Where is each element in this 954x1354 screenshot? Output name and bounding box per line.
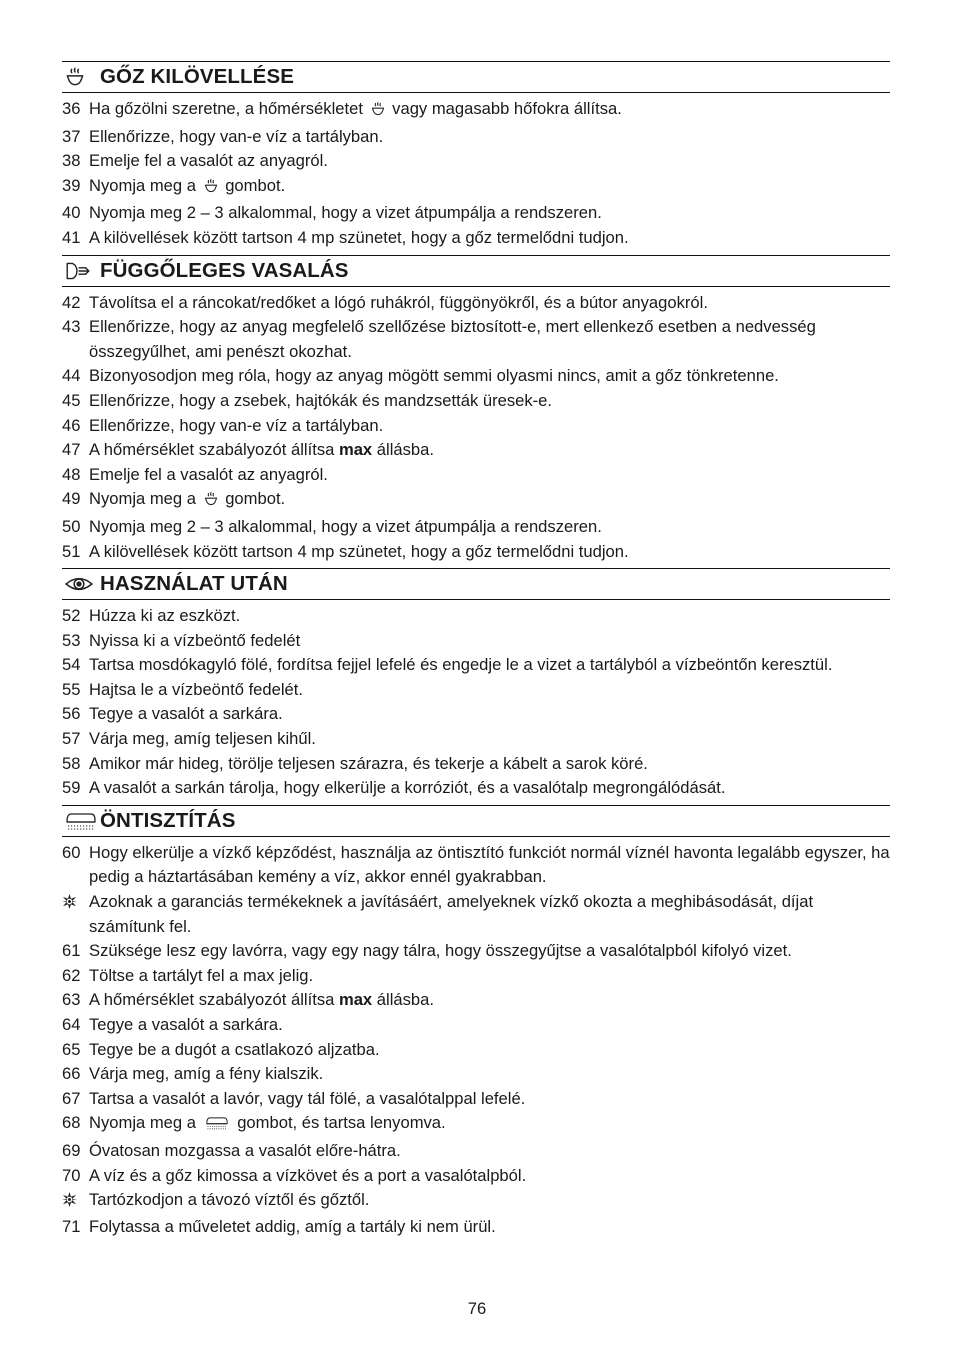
instruction-list <box>62 287 890 565</box>
list-item <box>62 540 890 565</box>
item-number: 40 <box>62 203 81 223</box>
list-item <box>62 727 890 752</box>
list-item <box>62 604 890 629</box>
section-header <box>62 805 890 837</box>
item-text-pre: Nyomja meg a <box>89 489 201 509</box>
item-number: 42 <box>62 292 81 312</box>
item-text-post: gombot. <box>220 175 286 195</box>
item-number: 46 <box>62 415 81 435</box>
item-text-pre: A hőmérséklet szabályozót állítsa <box>89 440 339 460</box>
self-clean-icon <box>62 810 100 832</box>
list-item <box>62 174 890 202</box>
item-text: Nyomja meg 2 – 3 alkalommal, hogy a vizet átpumpálja a rendszeren. <box>89 516 602 536</box>
list-item <box>62 752 890 777</box>
steam-burst-icon <box>203 177 219 202</box>
item-number: 66 <box>62 1064 81 1084</box>
item-number: 38 <box>62 151 81 171</box>
item-text: Távolítsa el a ráncokat/redőket a lógó ruhákról, függönyökről, és a bútor anyagokról. <box>89 292 708 312</box>
item-text: Folytassa a műveletet addig, amíg a tartály ki nem ürül. <box>89 1216 496 1236</box>
steam-burst-icon <box>203 490 219 515</box>
item-number: 62 <box>62 965 81 985</box>
item-text: Nyomja meg 2 – 3 alkalommal, hogy a vizet átpumpálja a rendszeren. <box>89 203 602 223</box>
item-text: Emelje fel a vasalót az anyagról. <box>89 464 328 484</box>
item-number: 58 <box>62 753 81 773</box>
item-bold-text: max <box>338 440 373 460</box>
item-text: Tartsa mosdókagyló fölé, fordítsa fejjel lefelé és engedje le a vizet a tartályból a vízbeöntőn keresztül. <box>89 655 833 675</box>
instruction-list <box>62 837 890 1240</box>
item-text: Hogy elkerülje a vízkő képződést, használja az öntisztító funkciót normál víznél havonta legalább egyszer, ha pedig a háztartásában kemény a víz, akkor ennél gyakrabban. <box>89 842 890 887</box>
list-item <box>62 1139 890 1164</box>
item-number: 48 <box>62 464 81 484</box>
item-number: 70 <box>62 1165 81 1185</box>
item-text: Ellenőrizze, hogy van-e víz a tartályban. <box>89 126 384 146</box>
item-text: Bizonyosodjon meg róla, hogy az anyag mögött semmi olyasmi nincs, amit a gőz tönkretenne. <box>89 366 779 386</box>
item-text-post: állásba. <box>372 440 434 460</box>
page-content <box>62 61 890 1239</box>
self-clean-icon <box>203 1114 231 1139</box>
list-item <box>62 201 890 226</box>
item-number: 51 <box>62 541 81 561</box>
item-text-pre: Nyomja meg a <box>89 175 201 195</box>
list-item <box>62 988 890 1013</box>
item-number: 41 <box>62 227 81 247</box>
item-number: 55 <box>62 679 81 699</box>
item-text-post: gombot. <box>220 489 286 509</box>
item-number: 63 <box>62 990 81 1010</box>
list-item <box>62 1038 890 1063</box>
item-number: 45 <box>62 390 81 410</box>
list-item <box>62 438 890 463</box>
item-number: 54 <box>62 655 81 675</box>
list-item <box>62 890 890 939</box>
item-number: 37 <box>62 126 81 146</box>
item-text: Nyissa ki a vízbeöntő fedelét <box>89 630 301 650</box>
steam-burst-icon <box>370 100 386 125</box>
instruction-list <box>62 93 890 251</box>
steam-burst-icon <box>62 66 100 88</box>
list-item <box>62 702 890 727</box>
section-title: HASZNÁLAT UTÁN <box>100 572 288 596</box>
item-number: 44 <box>62 366 81 386</box>
item-number: 65 <box>62 1039 81 1059</box>
item-text-post: vagy magasabb hőfokra állítsa. <box>387 99 622 118</box>
list-item <box>62 125 890 150</box>
item-text-post: állásba. <box>372 990 434 1010</box>
list-item <box>62 364 890 389</box>
item-text-post: gombot, és tartsa lenyomva. <box>232 1113 446 1133</box>
eye-icon <box>62 573 100 595</box>
item-text <box>89 97 890 125</box>
item-text: Tegye a vasalót a sarkára. <box>89 704 283 724</box>
item-number: 67 <box>62 1088 81 1108</box>
item-number: 59 <box>62 778 81 798</box>
item-text: Tegye a vasalót a sarkára. <box>89 1015 283 1034</box>
list-item <box>62 1111 890 1139</box>
item-text: Várja meg, amíg a fény kialszik. <box>89 1064 324 1084</box>
item-number: 52 <box>62 606 81 626</box>
list-item <box>62 515 890 540</box>
list-item <box>62 1215 890 1240</box>
item-number: 71 <box>62 1216 81 1236</box>
item-number: 49 <box>62 489 81 509</box>
list-item <box>62 1164 890 1189</box>
item-number: 36 <box>62 99 81 118</box>
item-text: A kilövellések között tartson 4 mp szünetet, hogy a gőz termelődni tudjon. <box>89 227 629 247</box>
item-text: Tartózkodjon a távozó víztől és gőztől. <box>89 1190 370 1210</box>
list-item <box>62 149 890 174</box>
section-header <box>62 255 890 287</box>
item-text-pre: Ha gőzölni szeretne, a hőmérsékletet <box>89 99 368 118</box>
list-item <box>62 939 890 964</box>
list-item <box>62 97 890 125</box>
item-text: A vasalót a sarkán tárolja, hogy elkerülje a korróziót, és a vasalótalp megrongálódását. <box>89 778 726 798</box>
item-number: 56 <box>62 704 81 724</box>
warning-icon <box>62 890 89 939</box>
item-number: 61 <box>62 941 81 961</box>
instruction-list <box>62 600 890 801</box>
item-text <box>89 438 890 463</box>
page-number: 76 <box>467 1299 487 1318</box>
list-item <box>62 1013 890 1038</box>
item-number: 69 <box>62 1140 81 1160</box>
list-item <box>62 463 890 488</box>
item-bold-text: max <box>338 990 373 1010</box>
list-item <box>62 1188 890 1215</box>
list-item <box>62 841 890 890</box>
list-item <box>62 487 890 515</box>
item-number: 47 <box>62 440 81 460</box>
item-number: 53 <box>62 630 81 650</box>
list-item <box>62 1062 890 1087</box>
item-number: 64 <box>62 1015 81 1034</box>
warning-icon <box>62 1188 89 1215</box>
list-item <box>62 678 890 703</box>
item-text <box>89 988 890 1013</box>
item-text: Emelje fel a vasalót az anyagról. <box>89 151 328 171</box>
section-header <box>62 61 890 93</box>
item-text: Tegye be a dugót a csatlakozó aljzatba. <box>89 1039 380 1059</box>
item-text: A víz és a gőz kimossa a vízkövet és a port a vasalótalpból. <box>89 1165 527 1185</box>
item-text: Húzza ki az eszközt. <box>89 606 241 626</box>
item-text: Töltse a tartályt fel a max jelig. <box>89 965 314 985</box>
item-text: Hajtsa le a vízbeöntő fedelét. <box>89 679 304 699</box>
item-text-pre: A hőmérséklet szabályozót állítsa <box>89 990 339 1010</box>
item-text <box>89 487 890 515</box>
section-title: FÜGGŐLEGES VASALÁS <box>100 258 349 282</box>
item-number: 43 <box>62 317 81 337</box>
item-text-pre: Nyomja meg a <box>89 1113 201 1133</box>
item-number: 57 <box>62 729 81 749</box>
item-text: Szüksége lesz egy lavórra, vagy egy nagy tálra, hogy összegyűjtse a vasalótalpból kifolyó vizet. <box>89 941 792 961</box>
item-number: 39 <box>62 175 81 195</box>
item-text: Ellenőrizze, hogy a zsebek, hajtókák és mandzsetták üresek-e. <box>89 390 553 410</box>
item-text <box>89 1111 890 1139</box>
section-header <box>62 568 890 600</box>
vertical-steam-icon <box>62 260 100 282</box>
list-item <box>62 1087 890 1112</box>
item-text <box>89 174 890 202</box>
item-text: A kilövellések között tartson 4 mp szünetet, hogy a gőz termelődni tudjon. <box>89 541 629 561</box>
list-item <box>62 315 890 364</box>
section-title: ÖNTISZTÍTÁS <box>100 808 236 832</box>
item-text: Ellenőrizze, hogy van-e víz a tartályban. <box>89 415 384 435</box>
item-number: 60 <box>62 842 81 862</box>
item-text: Tartsa a vasalót a lavór, vagy tál fölé, a vasalótalppal lefelé. <box>89 1088 526 1108</box>
item-text: Azoknak a garanciás termékeknek a javításáért, amelyeknek vízkő okozta a meghibásodását, díjat számítunk fel. <box>89 892 814 936</box>
item-number: 50 <box>62 516 81 536</box>
list-item <box>62 964 890 989</box>
item-text: Óvatosan mozgassa a vasalót előre-hátra. <box>89 1140 401 1160</box>
list-item <box>62 653 890 678</box>
item-number: 68 <box>62 1113 81 1133</box>
list-item <box>62 226 890 251</box>
list-item <box>62 291 890 316</box>
list-item <box>62 629 890 654</box>
list-item <box>62 776 890 801</box>
section-title: GŐZ KILÖVELLÉSE <box>100 65 294 88</box>
item-text: Várja meg, amíg teljesen kihűl. <box>89 729 316 749</box>
list-item <box>62 389 890 414</box>
list-item <box>62 414 890 439</box>
item-text: Ellenőrizze, hogy az anyag megfelelő szellőzése biztosított-e, mert ellenkező esetben a nedvesség összegyűlhet, ami penészt okozhat. <box>89 317 816 361</box>
item-text: Amikor már hideg, törölje teljesen szárazra, és tekerje a kábelt a sarok köré. <box>89 753 648 773</box>
